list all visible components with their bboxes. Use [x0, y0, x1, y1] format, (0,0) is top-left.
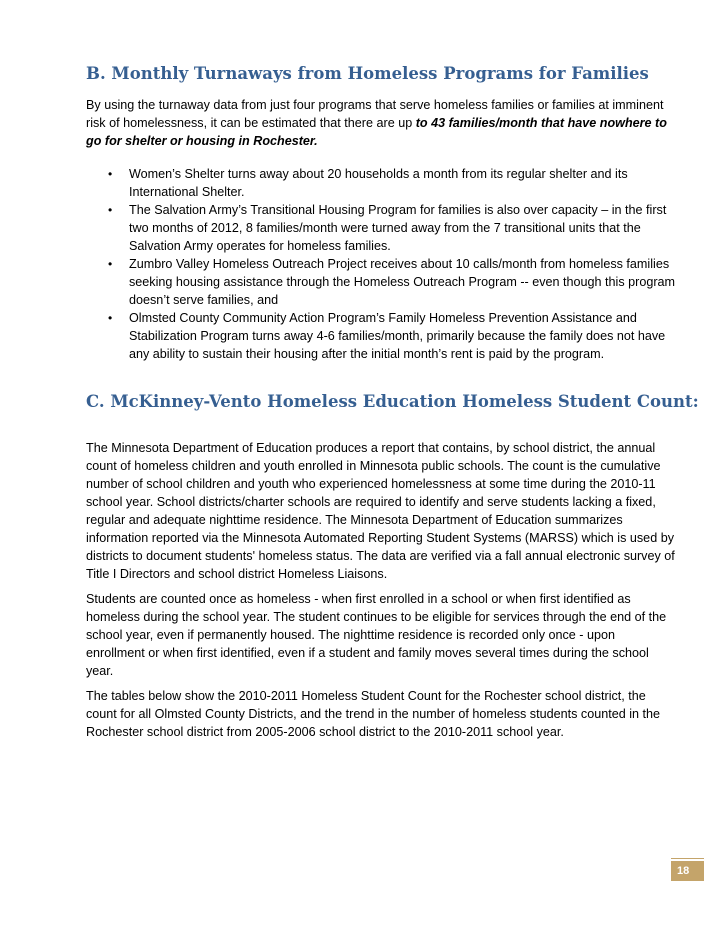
bullet-icon: • [108, 167, 113, 181]
list-item [86, 201, 676, 255]
section-c-paragraph: The tables below show the 2010-2011 Homeless Student Count for the Rochester school district, the count for all Olmsted County Districts, and the trend in the number of homeless students counted in the Rochester school district from 2005-2006 school district to the 2010-2011 school year. [86, 689, 661, 739]
document-page [86, 62, 699, 748]
list-item [86, 255, 676, 309]
bullet-icon: • [108, 203, 113, 217]
turnaway-list [86, 165, 676, 363]
section-b-heading: B. Monthly Turnaways from Homeless Programs for Families [86, 64, 649, 83]
section-c-paragraph: Students are counted once as homeless - when first enrolled in a school or when first identified as homeless during the school year. The student continues to be eligible for services through the end of the school year, even if permanently housed. The nighttime residence is recorded only once - upon enrollment or when first identified, even if a student and family moves several times during the school year. [86, 592, 667, 678]
bullet-icon: • [108, 311, 113, 325]
list-item [86, 165, 676, 201]
intro-emphasis: to 43 families/month that have nowhere to go for shelter or housing in Rochester. [86, 116, 667, 148]
list-item-text: Zumbro Valley Homeless Outreach Project receives about 10 calls/month from homeless families seeking housing assistance through the Homeless Outreach Program -- even though this program doesn’t serve families, and [129, 257, 676, 307]
list-item-text: Women’s Shelter turns away about 20 households a month from its regular shelter and its International Shelter. [129, 167, 628, 199]
list-item-text: Olmsted County Community Action Program’s Family Homeless Prevention Assistance and Stabilization Program turns away 4-6 families/month, primarily because the family does not have any ability to sustain their housing after the initial month’s rent is paid by the program. [129, 311, 666, 361]
list-item [86, 309, 676, 363]
intro-text: By using the turnaway data from just four programs that serve homeless families or families at imminent risk of homelessness, it can be estimated that there are up [86, 98, 664, 130]
section-c-paragraph: The Minnesota Department of Education produces a report that contains, by school district, the annual count of homeless children and youth enrolled in Minnesota public schools. The count is the cumulative number of school children and youth who experienced homelessness at some time during the 2010-11 school year. School districts/charter schools are required to identify and serve students lacking a fixed, regular and adequate nighttime residence. The Minnesota Department of Education summarizes information reported via the Minnesota Automated Reporting Student Systems (MARSS) which is used by districts to document students' homeless status. The data are verified via a fall annual electronic survey of Title I Directors and school district Homeless Liaisons. [86, 441, 675, 581]
bullet-icon: • [108, 257, 113, 271]
page-number-badge: 18 [671, 861, 704, 881]
list-item-text: The Salvation Army’s Transitional Housing Program for families is also over capacity – in the first two months of 2012, 8 families/month were turned away from the 7 transitional units that the Salvation Army operates for homeless families. [129, 203, 667, 253]
page-number-rule [671, 858, 704, 859]
section-b-intro [86, 96, 676, 150]
section-c-heading: C. McKinney-Vento Homeless Education Homeless Student Count: [86, 392, 699, 411]
